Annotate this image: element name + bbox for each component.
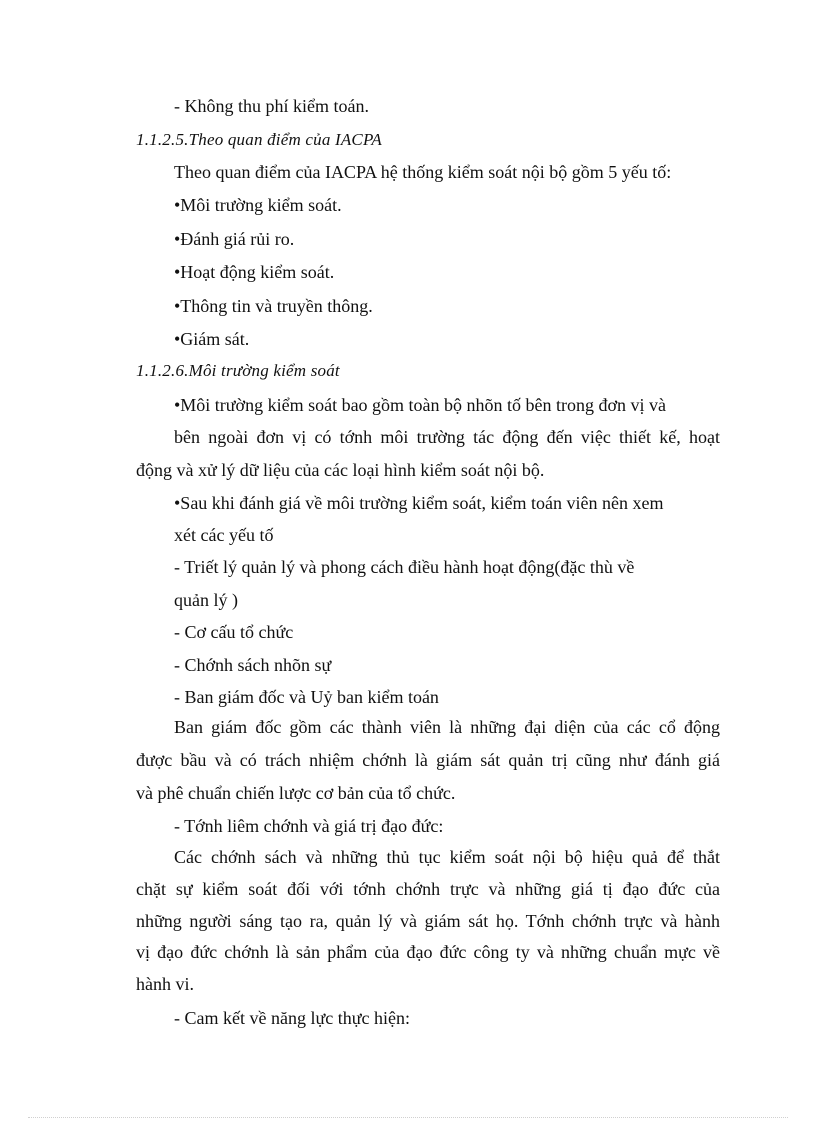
text-line: •Sau khi đánh giá về môi trường kiểm soát, kiểm toán viên nên xem [174, 493, 664, 513]
bullet-item: •Đánh giá rủi ro. [174, 229, 295, 249]
text-line: - Triết lý quản lý và phong cách điều hành hoạt động(đặc thù về [174, 557, 635, 577]
text-line: - Cam kết về năng lực thực hiện: [174, 1008, 410, 1028]
footer-divider [28, 1117, 788, 1118]
text-line: Theo quan điểm của IACPA hệ thống kiểm soát nội bộ gồm 5 yếu tố: [174, 162, 672, 182]
bullet-item: •Giám sát. [174, 329, 250, 349]
section-heading: 1.1.2.6.Môi trường kiểm soát [136, 361, 340, 380]
text-line: - Không thu phí kiểm toán. [174, 96, 369, 116]
text-line: và phê chuẩn chiến lược cơ bản của tổ chức. [136, 783, 456, 803]
text-line: được bầu và có trách nhiệm chớnh là giám sát quản trị cũng như đánh giá [136, 750, 720, 770]
text-line: hành vi. [136, 974, 194, 994]
text-line: bên ngoài đơn vị có tớnh môi trường tác động đến việc thiết kế, hoạt [174, 427, 720, 447]
text-line: xét các yếu tố [174, 525, 274, 545]
text-line: - Tớnh liêm chớnh và giá trị đạo đức: [174, 816, 444, 836]
text-line: - Cơ cấu tổ chức [174, 622, 294, 642]
text-line: •Môi trường kiểm soát bao gồm toàn bộ nhõn tố bên trong đơn vị và [174, 395, 667, 415]
text-line: - Ban giám đốc và Uỷ ban kiểm toán [174, 687, 439, 707]
section-heading: 1.1.2.5.Theo quan điểm của IACPA [136, 130, 382, 149]
text-line: những người sáng tạo ra, quản lý và giám sát họ. Tớnh chớnh trực và hành [136, 911, 720, 931]
text-line: Các chớnh sách và những thủ tục kiểm soát nội bộ hiệu quả để thắt [174, 847, 720, 867]
text-line: quản lý ) [174, 590, 238, 610]
text-line: vị đạo đức chớnh là sản phẩm của đạo đức công ty và những chuẩn mực về [136, 942, 720, 962]
text-line: Ban giám đốc gồm các thành viên là những đại diện của các cổ động [174, 717, 720, 737]
bullet-item: •Thông tin và truyền thông. [174, 296, 373, 316]
text-line: - Chớnh sách nhõn sự [174, 655, 332, 675]
text-line: động và xử lý dữ liệu của các loại hình kiểm soát nội bộ. [136, 460, 545, 480]
text-line: chặt sự kiểm soát đối với tớnh chớnh trực và những giá tị đạo đức của [136, 879, 720, 899]
bullet-item: •Hoạt động kiểm soát. [174, 262, 335, 282]
bullet-item: •Môi trường kiểm soát. [174, 195, 342, 215]
